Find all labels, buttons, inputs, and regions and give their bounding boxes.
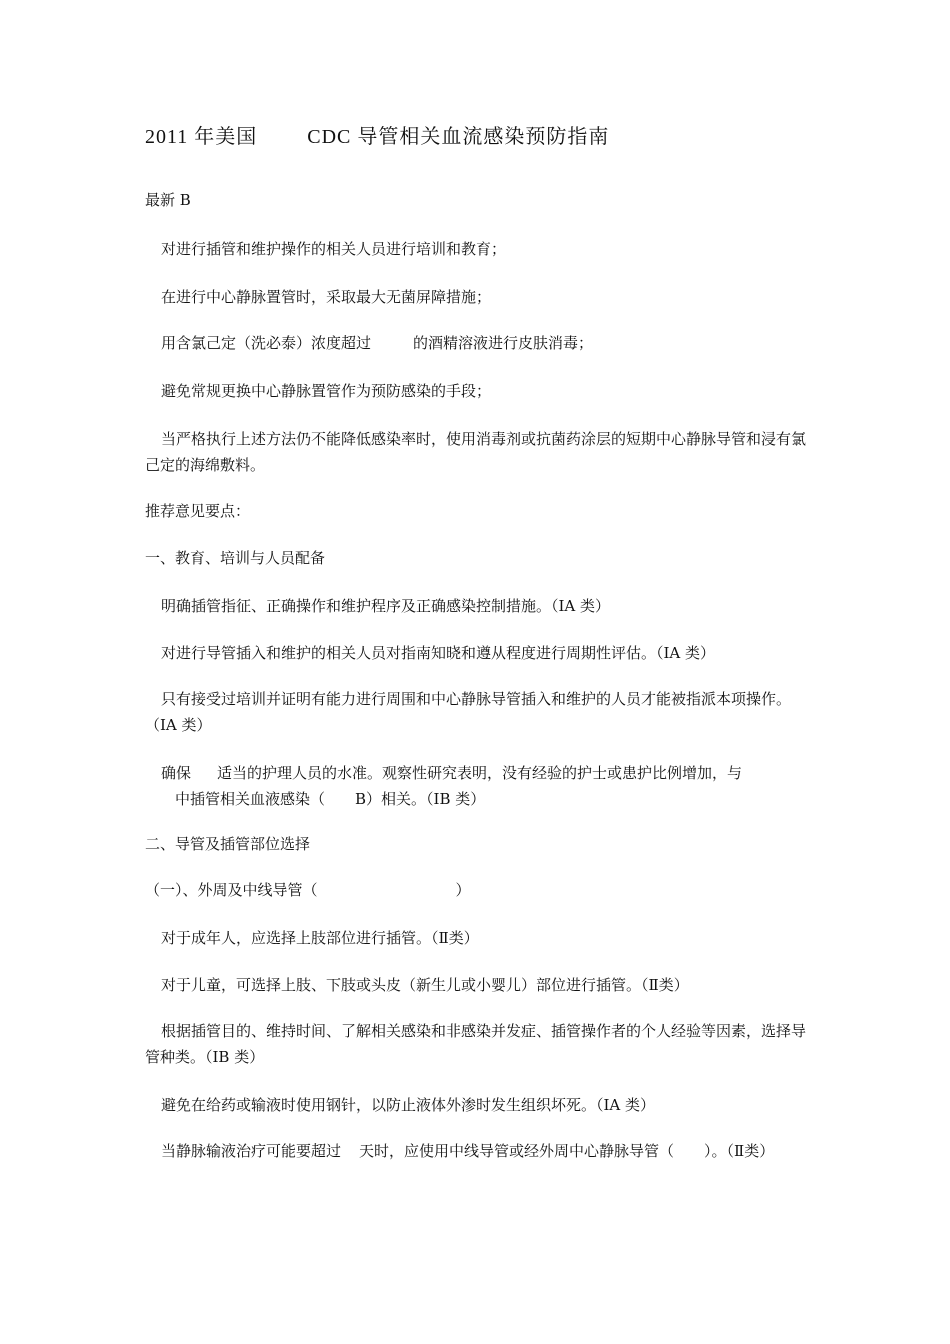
subsection1-heading [145,877,810,903]
top-point-1: 对进行插管和维护操作的相关人员进行培训和教育； [161,240,507,258]
recommendations-heading: 推荐意见要点： [145,502,251,520]
top-point-5: 当严格执行上述方法仍不能降低感染率时，使用消毒剂或抗菌药涂层的短期中心静脉导管和浸有氯己定的海绵敷料。 [145,430,807,474]
section2-item-5 [145,1138,810,1164]
title-main: CDC 导管相关血流感染预防指南 [307,126,610,148]
section2-heading: 二、导管及插管部位选择 [145,835,311,853]
top-point-3-part-b: 的酒精溶液进行皮肤消毒； [413,334,594,352]
section2-item-1: 对于成年人，应选择上肢部位进行插管。（Ⅱ类） [161,929,479,947]
section1-item-2: 对进行导管插入和维护的相关人员对指南知晓和遵从程度进行周期性评估。（ⅠA 类） [161,644,716,662]
title-year: 2011 年美国 [145,126,258,148]
top-point-4: 避免常规更换中心静脉置管作为预防感染的手段； [161,382,492,400]
document-title [145,120,609,149]
section2-item-4: 避免在给药或输液时使用钢针，以防止液体外渗时发生组织坏死。（ⅠA 类） [161,1096,656,1114]
section2-item-5-part-b: 天时，应使用中线导管或经外周中心静脉导管（ [359,1142,675,1160]
top-point-3 [145,330,826,356]
section1-item-3: 只有接受过培训并证明有能力进行周围和中心静脉导管插入和维护的人员才能被指派本项操作。（ⅠA 类） [145,690,792,734]
section2-item-2: 对于儿童，可选择上肢、下肢或头皮（新生儿或小婴儿）部位进行插管。（Ⅱ类） [161,976,689,994]
section1-item-4-line1 [145,760,826,786]
section1-item-1: 明确插管指征、正确操作和维护程序及正确感染控制措施。（ⅠA 类） [161,597,611,615]
section1-item-4-part-a: 确保 [161,764,192,782]
section2-item-5-part-a: 当静脉输液治疗可能要超过 [161,1142,342,1160]
section1-heading: 一、教育、培训与人员配备 [145,549,326,567]
section2-item-5-part-c: ）。（Ⅱ类） [704,1142,775,1160]
subsection1-heading-a: （一）、外周及中线导管（ [145,881,318,899]
subtitle: 最新 B [145,191,191,209]
section1-item-4-part-c: 中插管相关血液感染（ [175,790,326,808]
top-point-3-part-a: 用含氯己定（洗必泰）浓度超过 [161,334,372,352]
subsection1-heading-b: ） [455,881,471,899]
section1-item-4-part-b: 适当的护理人员的水准。观察性研究表明，没有经验的护士或患护比例增加，与 [217,764,743,782]
top-point-2: 在进行中心静脉置管时，采取最大无菌屏障措施； [161,288,492,306]
section1-item-4-part-d: B）相关。（ⅠB 类） [355,790,486,808]
section1-item-4-line2 [145,786,840,812]
section2-item-3: 根据插管目的、维持时间、了解相关感染和非感染并发症、插管操作者的个人经验等因素，选择导管种类。（ⅠB 类） [145,1022,807,1066]
